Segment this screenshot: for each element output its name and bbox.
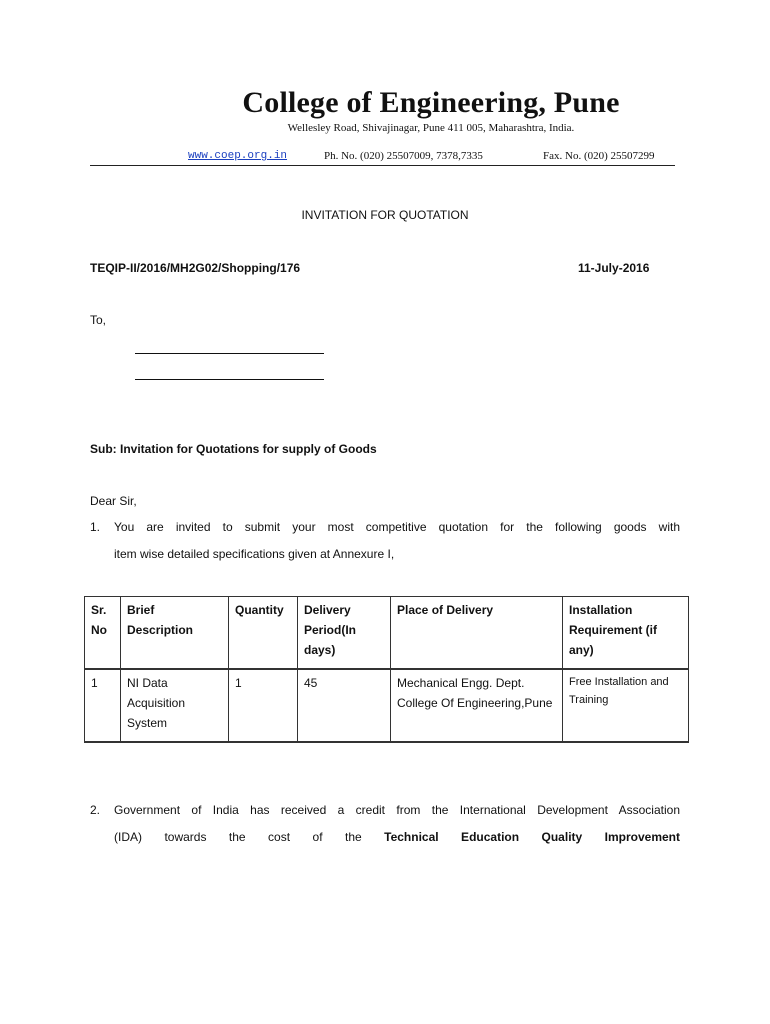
paragraph-line: item wise detailed specifications given at Annexure I, xyxy=(114,547,395,561)
cell-delivery-period: 45 xyxy=(298,669,391,742)
header-quantity: Quantity xyxy=(229,597,298,670)
cell-sr-no: 1 xyxy=(85,669,121,742)
recipient-label: To, xyxy=(90,313,107,327)
paragraph-number: 1. xyxy=(90,520,101,534)
paragraph-bold-text: Technical Education Quality Improvement xyxy=(384,830,680,844)
paragraph-line: You are invited to submit your most competitive quotation for the following goods with xyxy=(114,520,680,534)
document-heading: INVITATION FOR QUOTATION xyxy=(301,208,469,222)
paragraph-number: 2. xyxy=(90,803,101,817)
paragraph-1 xyxy=(90,520,680,570)
header-sr-no: Sr. No xyxy=(85,597,121,670)
cell-quantity: 1 xyxy=(229,669,298,742)
college-name: College of Engineering, Pune xyxy=(242,86,620,119)
reference-number: TEQIP-II/2016/MH2G02/Shopping/176 xyxy=(90,261,301,275)
phone-number: Ph. No. (020) 25507009, 7378,7335 xyxy=(324,150,483,162)
salutation: Dear Sir, xyxy=(90,494,137,508)
cell-installation: Free Installation and Training xyxy=(563,669,689,742)
header-installation: Installation Requirement (if any) xyxy=(563,597,689,670)
paragraph-2 xyxy=(90,803,680,853)
subject-line: Sub: Invitation for Quotations for supply of Goods xyxy=(90,442,377,456)
paragraph-text: (IDA) towards the cost of the xyxy=(114,830,362,844)
goods-table xyxy=(84,596,689,743)
paragraph-line: Government of India has received a credit from the International Development Association xyxy=(114,803,680,817)
cell-place-of-delivery: Mechanical Engg. Dept. College Of Engineering,Pune xyxy=(391,669,563,742)
cell-description: NI Data Acquisition System xyxy=(121,669,229,742)
college-address: Wellesley Road, Shivajinagar, Pune 411 005, Maharashtra, India. xyxy=(287,122,575,134)
header-divider xyxy=(90,165,675,166)
fax-number: Fax. No. (020) 25507299 xyxy=(543,150,655,162)
website-link[interactable]: www.coep.org.in xyxy=(188,150,288,162)
header-place-of-delivery: Place of Delivery xyxy=(391,597,563,670)
recipient-blank-line-2 xyxy=(135,379,324,380)
table-row xyxy=(85,669,689,742)
header-description: Brief Description xyxy=(121,597,229,670)
header-delivery-period: Delivery Period(In days) xyxy=(298,597,391,670)
document-date: 11-July-2016 xyxy=(578,261,650,275)
paragraph-line-mixed xyxy=(114,830,680,844)
recipient-blank-line-1 xyxy=(135,353,324,354)
table-header-row xyxy=(85,597,689,670)
